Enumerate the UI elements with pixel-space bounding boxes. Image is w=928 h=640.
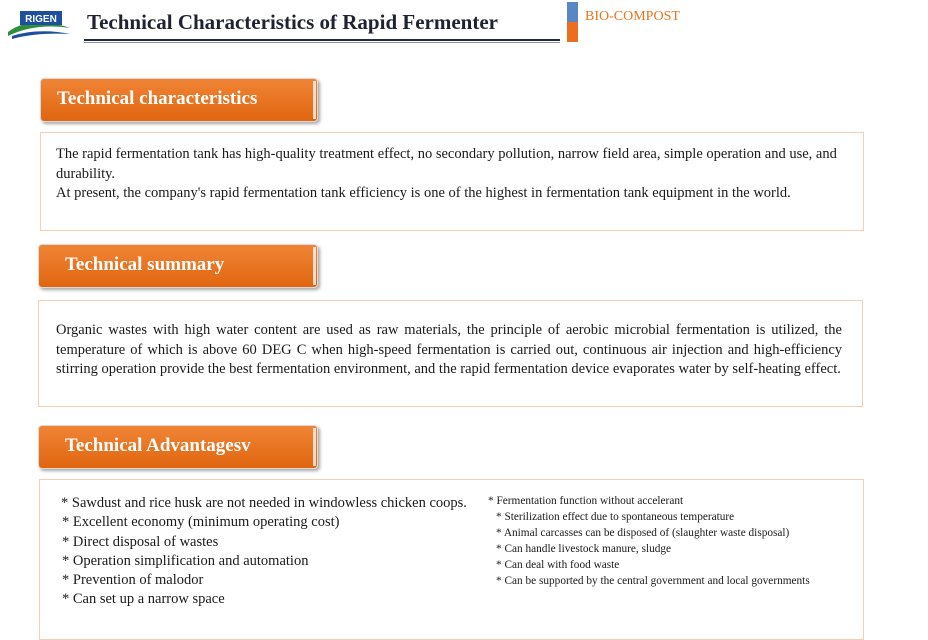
brand-marker-orange: [567, 22, 578, 42]
title-underline: [84, 39, 560, 41]
list-item: * Fermentation function without accelerant: [488, 495, 684, 507]
list-item: * Operation simplification and automation: [62, 552, 309, 569]
page-title: Technical Characteristics of Rapid Fermenter: [87, 10, 498, 34]
list-item: * Can deal with food waste: [496, 559, 620, 571]
section-heading-advantages: Technical Advantagesv: [38, 425, 318, 469]
section-heading-summary: Technical summary: [38, 244, 318, 288]
rigen-logo-graphic: [6, 6, 74, 42]
list-item: * Can set up a narrow space: [62, 591, 225, 608]
brand-label: BIO-COMPOST: [585, 9, 680, 24]
list-item: * Direct disposal of wastes: [62, 533, 219, 550]
list-item: * Sawdust and rice husk are not needed in windowless chicken coops.: [61, 495, 467, 511]
characteristics-paragraph-2: At present, the company's rapid fermentation tank efficiency is one of the highest in fermentation tank equipment in the world.: [56, 185, 791, 201]
advantages-left-list: [57, 494, 469, 610]
section-body-advantages: [39, 479, 864, 640]
list-item: * Excellent economy (minimum operating cost): [62, 514, 340, 531]
list-item: * Sterilization effect due to spontaneous temperature: [496, 511, 735, 523]
section-body-characteristics: [40, 132, 864, 231]
list-item: * Prevention of malodor: [62, 572, 204, 589]
characteristics-paragraph-1: The rapid fermentation tank has high-quality treatment effect, no secondary pollution, narrow field area, simple operation and use, and durability.: [56, 146, 837, 182]
summary-paragraph: Organic wastes with high water content are used as raw materials, the principle of aerobic microbial fermentation is utilized, the temperature of which is above 60 DEG C when high-speed fermentation is carried out, continuous air injection and high-efficiency stirring operation provide the best fermentation environment, and the rapid fermentation device evaporates water by self-heating effect.: [56, 322, 842, 377]
svg-text:RIGEN: RIGEN: [25, 14, 57, 25]
brand-marker-blue: [567, 2, 578, 22]
list-item: * Can be supported by the central government and local governments: [496, 575, 810, 587]
rigen-logo: [6, 6, 74, 42]
section-heading-characteristics: Technical characteristics: [40, 78, 318, 122]
title-underline-shadow: [84, 42, 560, 43]
list-item: * Can handle livestock manure, sludge: [496, 543, 672, 555]
section-body-summary: [38, 300, 863, 407]
list-item: * Animal carcasses can be disposed of (slaughter waste disposal): [496, 527, 790, 539]
advantages-right-list: [488, 493, 868, 589]
